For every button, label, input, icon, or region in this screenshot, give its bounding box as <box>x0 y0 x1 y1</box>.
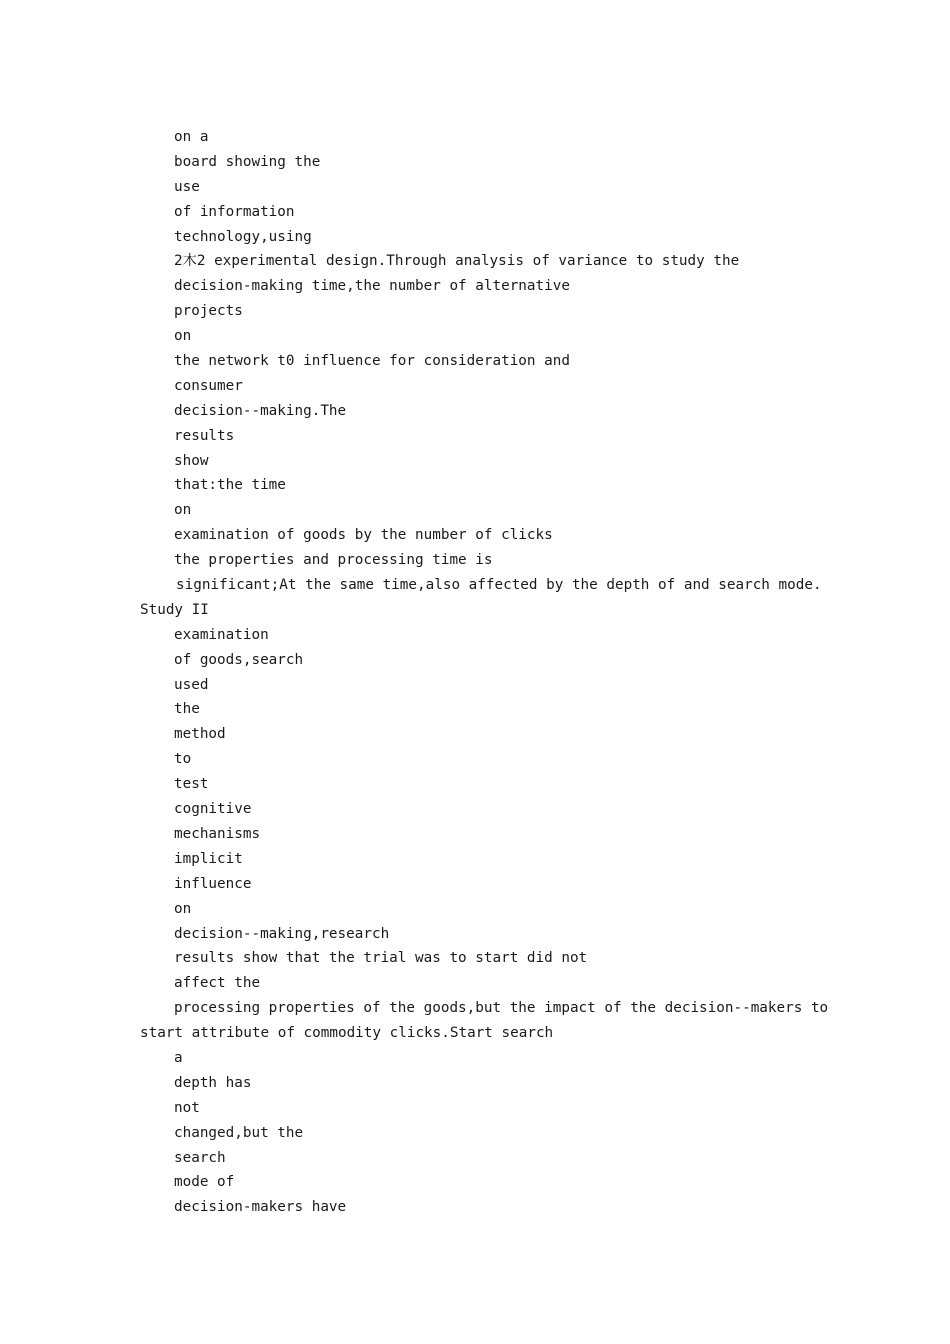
text-line: decision--making.The <box>174 402 347 419</box>
text-line: that:the time <box>174 477 286 494</box>
text-line: cognitive <box>174 801 252 818</box>
text-line: board showing the <box>174 153 321 170</box>
text-line: of information <box>174 203 295 220</box>
text-line: search <box>174 1149 226 1166</box>
text-line: not <box>174 1099 200 1116</box>
abstract-text-column <box>140 125 830 1220</box>
text-line: affect the <box>174 975 261 992</box>
text-line: a <box>174 1049 183 1066</box>
text-line: results show that the trial was to start did not <box>174 950 588 967</box>
text-line: decision-making time,the number of alternative <box>174 278 570 295</box>
text-line: use <box>174 178 200 195</box>
text-line: examination <box>174 626 269 643</box>
text-line: method <box>174 726 226 743</box>
text-line: of goods,search <box>174 651 304 668</box>
text-line: to <box>174 751 192 768</box>
text-line: used <box>174 676 209 693</box>
text-line: on <box>174 502 192 519</box>
text-line: processing properties of the goods,but the impact of the decision--makers to <box>174 1000 829 1017</box>
text-line: influence <box>174 875 252 892</box>
text-line: consumer <box>174 377 243 394</box>
text-line: on a <box>174 129 209 145</box>
text-line: the <box>174 701 200 718</box>
text-line: test <box>174 776 209 793</box>
text-line: show <box>174 452 209 469</box>
text-line: significant;At the same time,also affected by the depth of and search mode. <box>176 577 822 594</box>
text-line: mechanisms <box>174 825 261 842</box>
text-line: decision--making,research <box>174 925 390 942</box>
text-line: Study II <box>140 601 209 618</box>
text-line: decision-makers have <box>174 1199 347 1216</box>
text-line: changed,but the <box>174 1124 304 1141</box>
text-line: the network t0 influence for consideration and <box>174 353 570 370</box>
text-line: depth has <box>174 1074 252 1091</box>
text-line: examination of goods by the number of clicks <box>174 527 553 544</box>
text-line: technology,using <box>174 228 312 245</box>
text-line: on <box>174 328 192 345</box>
text-line: projects <box>174 303 243 320</box>
text-line: mode of <box>174 1174 235 1191</box>
text-line: on <box>174 900 192 917</box>
text-line: the properties and processing time is <box>174 552 493 569</box>
text-line: results <box>174 427 235 444</box>
text-line: implicit <box>174 850 243 867</box>
text-line: 2木2 experimental design.Through analysis of variance to study the <box>174 253 740 270</box>
text-line: start attribute of commodity clicks.Start search <box>140 1025 554 1042</box>
